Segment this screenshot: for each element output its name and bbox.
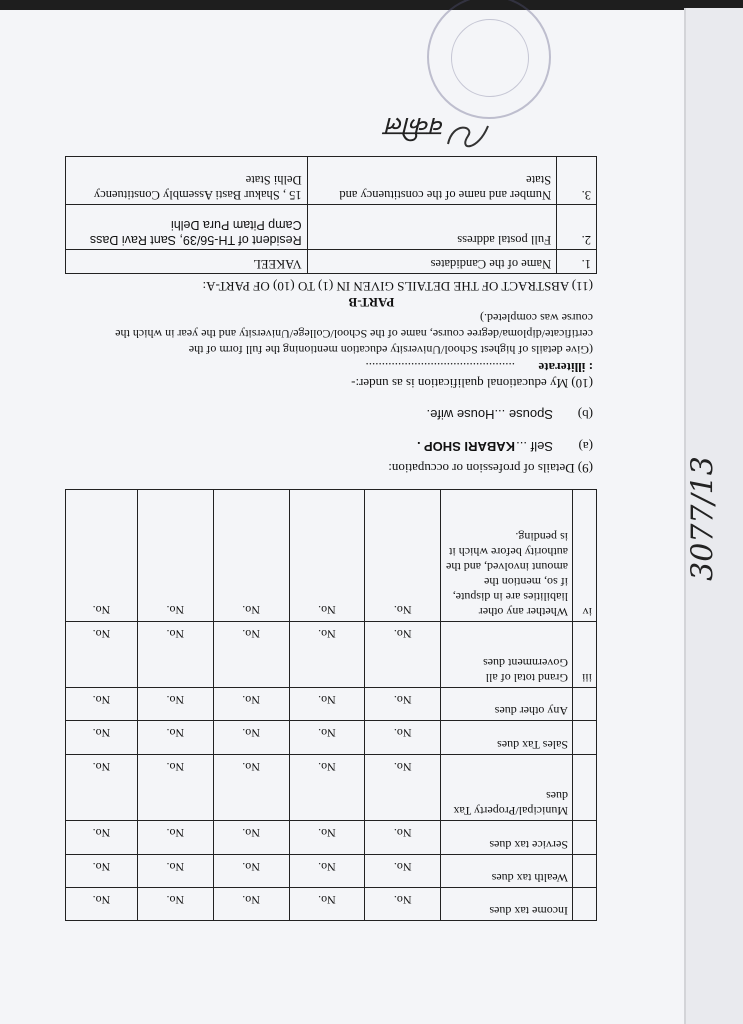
- cell-value: No.: [213, 688, 289, 721]
- cell-value: No.: [289, 688, 365, 721]
- occupation-spouse-text: Spouse ...House wife.: [426, 407, 553, 422]
- row-value: Resident of TH-56/39, Sant Ravi Dass Camp Pitam Pura Delhi: [66, 205, 308, 250]
- row-label: Sales Tax dues: [441, 721, 573, 755]
- cell-value: No.: [137, 688, 213, 721]
- cell-value: No.: [213, 821, 289, 855]
- row-label: Income tax dues: [441, 888, 573, 921]
- cell-value: No.: [213, 888, 289, 921]
- table-row: [66, 490, 597, 622]
- abstract-table: [65, 156, 597, 274]
- part-b-title: PART-B: [348, 295, 395, 310]
- row-label: Any other dues: [441, 688, 573, 721]
- government-dues-table: [65, 489, 597, 921]
- row-number: [573, 888, 597, 921]
- row-label: Wealth tax dues: [441, 855, 573, 888]
- education-value: : illiterate: [538, 360, 593, 375]
- cell-value: No.: [365, 622, 441, 688]
- table-row: [66, 157, 597, 205]
- handwritten-signature: वकील: [386, 111, 445, 141]
- cell-value: No.: [365, 490, 441, 622]
- table-row: [66, 855, 597, 888]
- cell-value: No.: [66, 490, 138, 622]
- occupation-heading: (9) Details of profession or occupation:: [388, 461, 593, 476]
- row-value: VAKEEL: [66, 250, 308, 274]
- cell-value: No.: [66, 688, 138, 721]
- cell-value: No.: [137, 888, 213, 921]
- cell-value: No.: [365, 888, 441, 921]
- cell-value: No.: [289, 855, 365, 888]
- cell-value: No.: [365, 855, 441, 888]
- cell-value: No.: [365, 688, 441, 721]
- cell-value: No.: [66, 755, 138, 821]
- cell-value: No.: [213, 490, 289, 622]
- occupation-self-label: Self ...: [516, 439, 553, 454]
- row-number: 2.: [557, 205, 597, 250]
- cell-value: No.: [365, 755, 441, 821]
- cell-value: No.: [137, 755, 213, 821]
- table-row: [66, 205, 597, 250]
- row-label: Number and name of the constituency and State: [307, 157, 557, 205]
- cell-value: No.: [66, 855, 138, 888]
- education-dots: ..............................................: [365, 360, 515, 375]
- office-stamp: [427, 0, 551, 119]
- occupation-self-marker: (a): [578, 439, 593, 454]
- row-number: iv: [573, 490, 597, 622]
- row-label: Grand total of all Government dues: [441, 622, 573, 688]
- table-row: [66, 688, 597, 721]
- row-label: Name of the Candidates: [307, 250, 557, 274]
- cell-value: No.: [365, 721, 441, 755]
- table-row: [66, 250, 597, 274]
- row-number: 3.: [557, 157, 597, 205]
- cell-value: No.: [289, 755, 365, 821]
- cell-value: No.: [137, 721, 213, 755]
- cell-value: No.: [137, 855, 213, 888]
- occupation-spouse-marker: (b): [577, 407, 593, 422]
- cell-value: No.: [137, 490, 213, 622]
- row-value: 15 , Shakur Basti Assembly Constituency Delhi State: [66, 157, 308, 205]
- table-row: [66, 888, 597, 921]
- row-label: Service tax dues: [441, 821, 573, 855]
- cell-value: No.: [289, 721, 365, 755]
- cell-value: No.: [66, 721, 138, 755]
- table-row: [66, 622, 597, 688]
- cell-value: No.: [365, 821, 441, 855]
- cell-value: No.: [137, 821, 213, 855]
- cell-value: No.: [289, 622, 365, 688]
- initials-scribble: [443, 116, 493, 156]
- row-label: Whether any other liabilities are in dispute, if so, mention the amount involved, and the authority before which it is pending.: [441, 490, 573, 622]
- cell-value: No.: [213, 622, 289, 688]
- cell-value: No.: [66, 622, 138, 688]
- occupation-self-value: KABARI SHOP .: [417, 439, 515, 454]
- cell-value: No.: [213, 855, 289, 888]
- cell-value: No.: [213, 721, 289, 755]
- cell-value: No.: [289, 888, 365, 921]
- handwritten-number: 3077/13: [685, 456, 721, 581]
- cell-value: No.: [289, 821, 365, 855]
- row-number: [573, 821, 597, 855]
- cell-value: No.: [289, 490, 365, 622]
- cell-value: No.: [137, 622, 213, 688]
- table-row: [66, 821, 597, 855]
- cell-value: No.: [66, 888, 138, 921]
- education-note: (Give details of highest School/University education mentioning the full form of the certificate/diploma/degree course, name of the School/College/University and the year in which the course was completed.): [115, 311, 593, 357]
- row-number: [573, 721, 597, 755]
- row-number: [573, 855, 597, 888]
- row-number: [573, 688, 597, 721]
- education-heading: (10) My educational qualification is as under:-: [351, 376, 593, 391]
- row-label: Municipal/Property Tax dues: [441, 755, 573, 821]
- row-number: [573, 755, 597, 821]
- table-row: [66, 721, 597, 755]
- row-number: 1.: [557, 250, 597, 274]
- abstract-heading: (11) ABSTRACT OF THE DETAILS GIVEN IN (1) TO (10) OF PART-A:: [202, 279, 593, 294]
- cell-value: No.: [66, 821, 138, 855]
- row-label: Full postal address: [307, 205, 557, 250]
- row-number: iii: [573, 622, 597, 688]
- table-row: [66, 755, 597, 821]
- cell-value: No.: [213, 755, 289, 821]
